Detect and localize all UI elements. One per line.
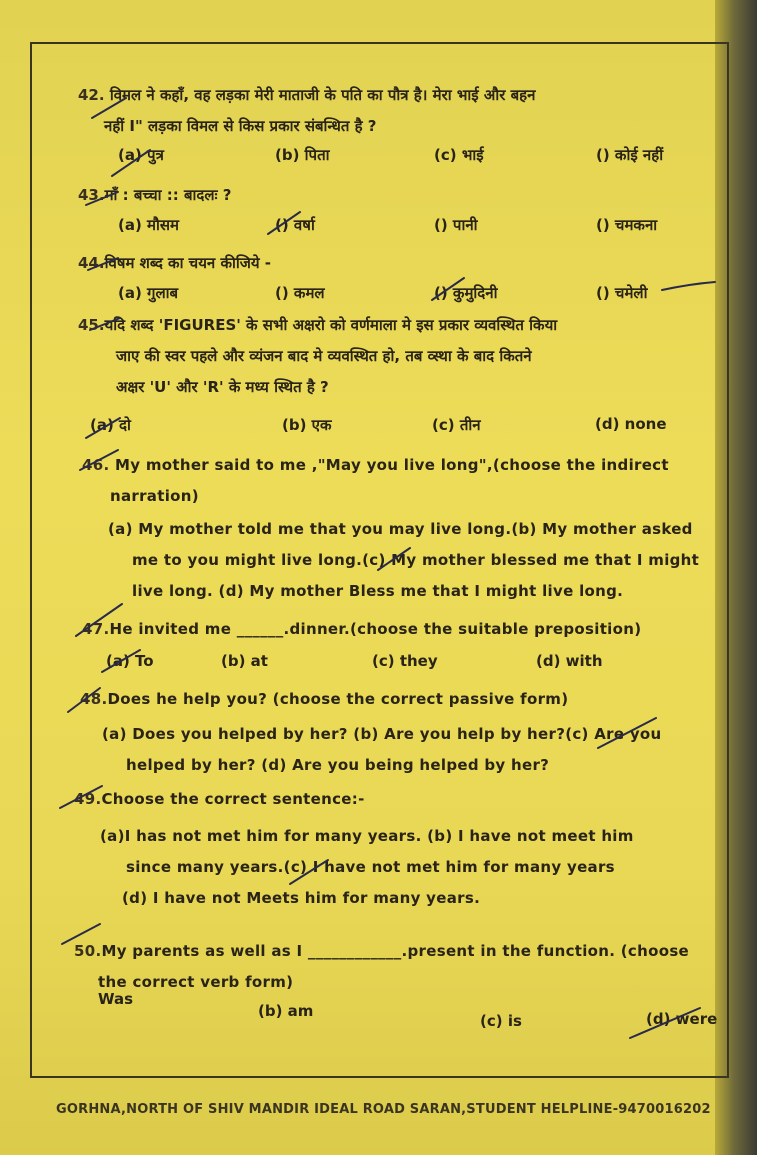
question-49 [74,784,724,914]
question-number: 46. [82,456,110,474]
option-a[interactable]: Was [98,990,134,1008]
option-b[interactable]: (b) am [258,1002,314,1020]
question-text: Choose the correct sentence:- [101,790,365,808]
question-text-line2: जाए की स्वर पहले और व्यंजन बाद मे व्यवस्थित हो, तब व्स्था के बाद कितने [116,347,532,365]
option-b[interactable]: (b) पिता [275,146,330,164]
option-c[interactable]: () पानी [434,216,478,234]
option-line1[interactable]: (a)I has not met him for many years. (b) I have not meet him [100,827,634,845]
question-48 [80,684,730,781]
option-line3[interactable]: live long. (d) My mother Bless me that I might live long. [132,582,624,600]
option-d[interactable]: () कोई नहीं [596,146,664,164]
question-number: 49. [74,790,102,808]
question-number: 47. [82,620,110,638]
option-d[interactable]: () चमेली [596,284,648,302]
option-a[interactable]: (a) गुलाब [118,284,179,302]
option-line2[interactable]: helped by her? (d) Are you being helped by her? [126,756,550,774]
question-number: 43. [78,186,105,204]
option-line2[interactable]: since many years.(c) I have not met him for many years [126,858,615,876]
question-47 [82,614,732,645]
option-a[interactable]: (a) To [106,652,154,670]
question-number: 44. [78,254,105,272]
option-c[interactable]: (c) is [480,1012,522,1030]
question-number: 50. [74,942,102,960]
question-text-line1: My parents as well as I ____________.present in the function. (choose [101,942,690,960]
options-44 [118,283,728,311]
option-line3[interactable]: (d) I have not Meets him for many years. [122,889,481,907]
option-d[interactable]: (d) were [646,1010,718,1028]
question-text-line2: narration) [110,487,199,505]
question-text: Does he help you? (choose the correct passive form) [107,690,569,708]
question-43 [78,180,728,211]
option-c[interactable]: (c) तीन [432,416,481,434]
option-d[interactable]: (d) with [536,652,603,670]
question-44 [78,248,728,279]
option-b[interactable]: () कमल [275,284,325,302]
question-text-line1: My mother said to me ,"May you live long",(choose the indirect [115,456,669,474]
option-b[interactable]: () वर्षा [275,216,315,234]
question-number: 48. [80,690,108,708]
footer-address: GORHNA,NORTH OF SHIV MANDIR IDEAL ROAD SARAN,STUDENT HELPLINE-9470016202 [56,1102,711,1117]
option-c[interactable]: () कुमुदिनी [434,284,498,302]
question-number: 45. [78,316,105,334]
question-text: माँ : बच्चा :: बादलः ? [104,186,232,204]
options-50 [98,990,718,1030]
question-46 [82,450,732,607]
question-42 [78,80,728,142]
question-45 [78,310,728,403]
option-c[interactable]: (c) they [372,652,438,670]
options-43 [118,215,728,243]
question-text-line3: अक्षर 'U' और 'R' के मध्य स्थित है ? [116,378,329,396]
question-text: He invited me ______.dinner.(choose the suitable preposition) [109,620,642,638]
option-b[interactable]: (b) at [221,652,268,670]
option-a[interactable]: (a) पुत्र [118,146,164,164]
option-line1[interactable]: (a) My mother told me that you may live long.(b) My mother asked [108,520,693,538]
options-47 [106,652,716,680]
options-42 [118,145,728,173]
option-line2[interactable]: me to you might live long.(c) My mother blessed me that I might [132,551,700,569]
question-text-line1: यदि शब्द 'FIGURES' के सभी अक्षरो को वर्णमाला मे इस प्रकार व्यवस्थित किया [104,316,558,334]
option-d[interactable]: () चमकना [596,216,658,234]
question-text-line1: विमल ने कहाँ, वह लड़का मेरी माताजी के पति का पौत्र है। मेरा भाई और बहन [109,86,536,104]
option-a[interactable]: (a) मौसम [118,216,180,234]
option-line1[interactable]: (a) Does you helped by her? (b) Are you help by her?(c) Are you [102,725,662,743]
options-45 [90,415,700,443]
option-b[interactable]: (b) एक [282,416,332,434]
option-d[interactable]: (d) none [595,415,667,433]
question-text-line2: the correct verb form) [98,973,294,991]
question-50 [74,936,724,998]
question-number: 42. [78,86,105,104]
question-text-line2: नहीं I" लड़का विमल से किस प्रकार संबन्धित है ? [104,117,377,135]
question-text: विषम शब्द का चयन कीजिये - [104,254,272,272]
option-c[interactable]: (c) भाई [434,146,484,164]
option-a[interactable]: (a) दो [90,416,131,434]
